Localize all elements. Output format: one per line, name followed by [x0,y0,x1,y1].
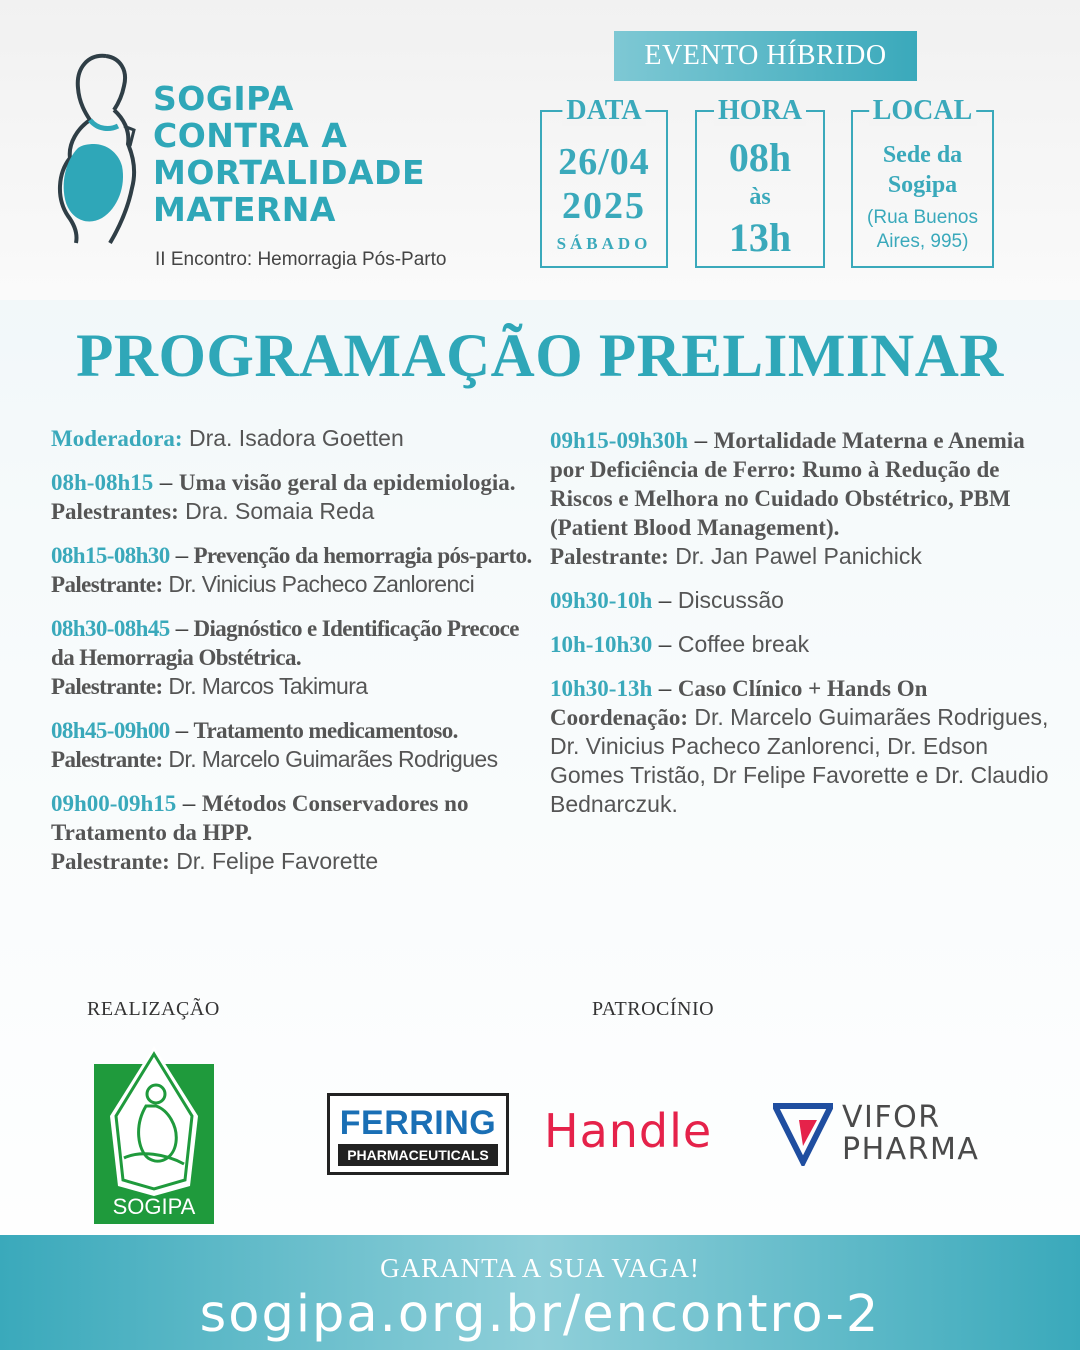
schedule-time: 10h30-13h [550,676,653,701]
vifor-line: VIFOR [842,1100,941,1135]
local-address [853,206,992,254]
schedule-text: Coffee break [677,631,810,657]
schedule-dash: – [658,587,672,613]
hour-box [695,95,825,268]
schedule-time: 09h00-09h15 [51,791,177,816]
realization-label: REALIZAÇÃO [87,998,220,1020]
schedule-item [51,716,541,774]
speaker-role: Palestrante: [51,572,163,597]
date-box [540,95,668,268]
schedule-dash: – [175,717,188,743]
schedule-dash: – [175,615,188,641]
schedule-time: 08h-08h15 [51,470,154,495]
program-right-column [550,426,1050,834]
moderator-name: Dra. Isadora Goetten [188,425,404,451]
schedule-item [51,541,541,599]
schedule-dash: – [182,790,196,816]
local-name-line: Sede da [882,142,963,168]
schedule-dash: – [658,631,672,657]
schedule-time: 08h15-08h30 [51,543,170,568]
speaker-name: Dr. Jan Pawel Panichick [675,543,922,569]
schedule-item [550,586,1050,615]
sogipa-logo-text: SOGIPA [112,1194,196,1219]
hour-start: 08h [728,135,792,180]
sogipa-logo [94,1046,214,1224]
local-label: LOCAL [869,96,977,126]
brand-line: MATERNA [153,190,336,229]
hour-label: HORA [714,96,806,126]
local-box [851,95,994,268]
talk-title: Prevenção da hemorragia pós-parto. [193,543,532,568]
talk-title: Caso Clínico + Hands On [677,676,928,701]
talk-title: Uma visão geral da epidemiologia. [178,470,516,495]
schedule-time: 08h45-09h00 [51,718,170,743]
local-address-line: (Rua Buenos [867,207,978,228]
date-year: 2025 [562,185,646,227]
sponsorship-label: PATROCÍNIO [592,998,715,1020]
ferring-logo [327,1093,509,1175]
local-name-line: Sogipa [887,172,958,198]
schedule-text: Discussão [677,587,784,613]
schedule-time: 10h-10h30 [550,632,653,657]
event-type-badge: EVENTO HÍBRIDO [614,31,917,81]
speaker-name: Dr. Vinicius Pacheco Zanlorenci [168,571,475,597]
speaker-role: Coordenação: [550,705,688,730]
speaker-role: Palestrante: [550,544,669,569]
schedule-time: 08h30-08h45 [51,616,170,641]
brand-line: SOGIPA [153,79,294,118]
speaker-name: Dr. Marcelo Guimarães Rodrigues, Dr. Vinicius Pacheco Zanlorenci, Dr. Edson Gomes Tristão, Dr Felipe Favorette e Dr. Claudio Bednarczuk. [550,704,1049,817]
schedule-time: 09h30-10h [550,588,653,613]
schedule-time: 09h15-09h30h [550,428,689,453]
talk-title: Tratamento medicamentoso. [193,718,458,743]
schedule-dash: – [175,542,188,568]
event-brand-title [153,80,425,228]
program-left-column [51,424,541,891]
speaker-role: Palestrante: [51,849,170,874]
schedule-dash: – [694,427,708,453]
speaker-name: Dra. Somaia Reda [185,498,375,524]
event-subtitle: II Encontro: Hemorragia Pós-Parto [155,249,447,270]
footer-cta: GARANTA A SUA VAGA! [380,1253,700,1283]
date-day: 26/04 [558,141,650,183]
schedule-item [51,789,541,876]
ferring-logo-name: FERRING [339,1104,497,1142]
ferring-logo-subtitle: PHARMACEUTICALS [338,1144,498,1166]
schedule-item [550,674,1050,819]
speaker-name: Dr. Marcos Takimura [168,673,368,699]
schedule-item [550,426,1050,571]
moderator-line [51,424,541,453]
local-name [853,140,992,200]
brand-line: MORTALIDADE [153,153,425,192]
schedule-item [550,630,1050,659]
handle-logo: Handle [544,1104,713,1158]
moderator-label: Moderadora: [51,426,183,451]
local-address-line: Aires, 995) [876,231,969,252]
date-weekday: SÁBADO [556,234,652,253]
schedule-dash: – [159,469,173,495]
date-label: DATA [562,96,645,126]
speaker-role: Palestrante: [51,674,163,699]
hour-connector: às [749,184,771,210]
talk-title: Mortalidade Materna e Anemia por Deficiência de Ferro: Rumo à Redução de Riscos e Melhora no Cuidado Obstétrico, PBM (Patient Blood Management). [550,428,1025,540]
speaker-role: Palestrante: [51,747,163,772]
speaker-name: Dr. Felipe Favorette [176,848,379,874]
talk-title: Diagnóstico e Identificação Precoce da Hemorragia Obstétrica. [51,616,519,670]
brand-line: CONTRA A [153,116,348,155]
speaker-role: Palestrantes: [51,499,179,524]
pregnant-woman-logo-icon [48,48,148,248]
vifor-line: PHARMA [842,1132,980,1167]
schedule-dash: – [658,675,672,701]
registration-link[interactable]: sogipa.org.br/encontro-2 [199,1285,881,1344]
schedule-item [51,468,541,526]
speaker-name: Dr. Marcelo Guimarães Rodrigues [168,746,498,772]
talk-title: Métodos Conservadores no Tratamento da HPP. [51,791,469,845]
page-title: PROGRAMAÇÃO PRELIMINAR [76,323,1004,390]
footer-banner [0,1235,1080,1350]
vifor-logo-text [842,1102,979,1166]
schedule-item [51,614,541,701]
hour-end: 13h [728,215,792,260]
vifor-triangle-icon [773,1102,833,1166]
